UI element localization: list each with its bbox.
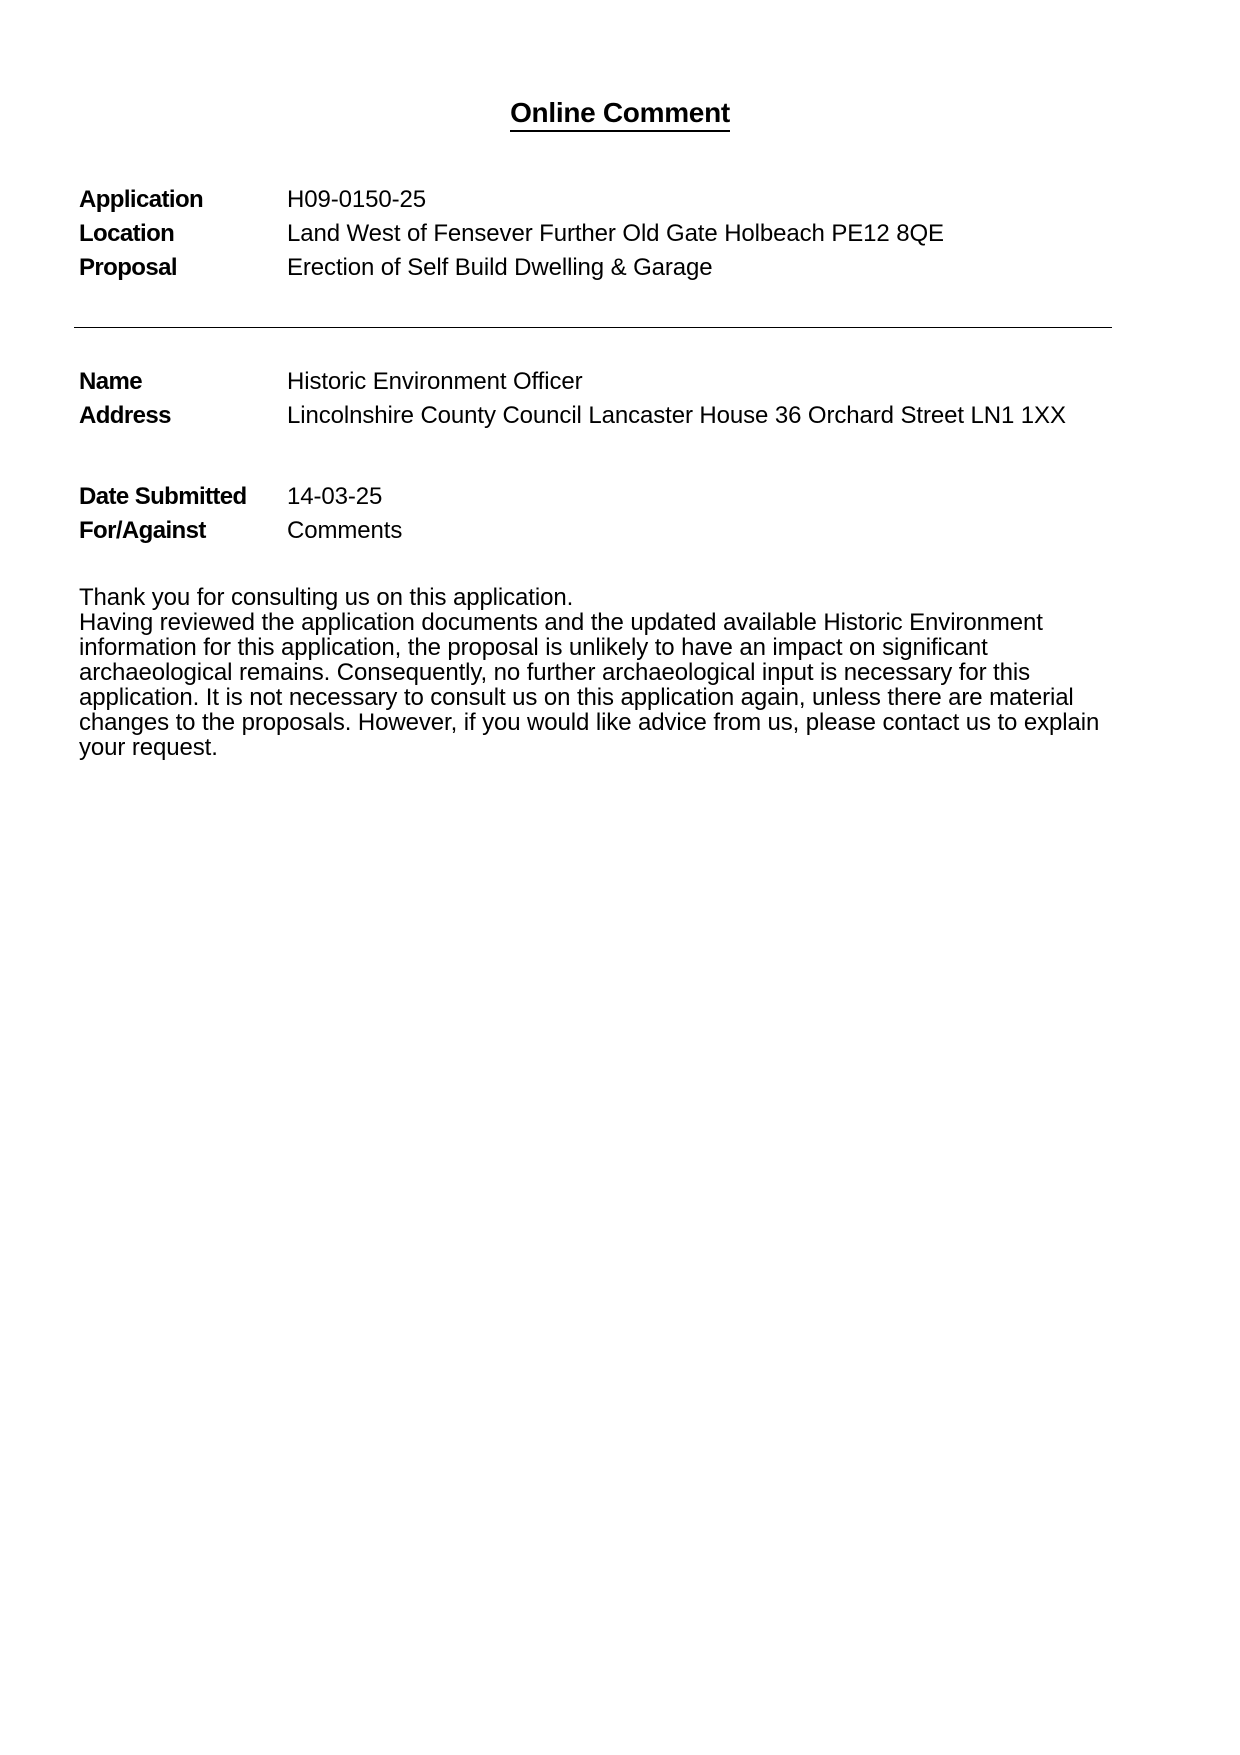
for-against-value: Comments xyxy=(287,517,403,544)
location-label: Location xyxy=(79,220,175,247)
section-divider xyxy=(74,327,1112,328)
submission-details xyxy=(79,480,1119,548)
proposal-value: Erection of Self Build Dwelling & Garage xyxy=(287,254,713,281)
address-label: Address xyxy=(79,402,171,429)
location-value: Land West of Fensever Further Old Gate Holbeach PE12 8QE xyxy=(287,220,944,247)
location-row xyxy=(79,217,1119,251)
application-row xyxy=(79,183,1119,217)
date-submitted-row xyxy=(79,480,1119,514)
application-label: Application xyxy=(79,186,204,213)
document-title xyxy=(0,96,1240,132)
name-label: Name xyxy=(79,368,142,395)
comment-intro: Thank you for consulting us on this application. xyxy=(79,584,574,611)
for-against-label: For/Against xyxy=(79,517,206,544)
proposal-row xyxy=(79,251,1119,285)
date-submitted-value: 14-03-25 xyxy=(287,483,383,510)
application-value: H09-0150-25 xyxy=(287,186,426,213)
proposal-label: Proposal xyxy=(79,254,177,281)
name-row xyxy=(79,365,1119,399)
date-submitted-label: Date Submitted xyxy=(79,483,247,510)
name-value: Historic Environment Officer xyxy=(287,368,583,395)
for-against-row xyxy=(79,514,1119,548)
comment-text xyxy=(79,585,1124,760)
comment-body: Having reviewed the application documents and the updated available Historic Environment information for this application, the proposal is unlikely to have an impact on significant archaeological remains. Consequently, no further archaeological input is necessary for this application. It is not necessary to consult us on this application again, unless there are material changes to the proposals. However, if you would like advice from us, please contact us to explain your request. xyxy=(79,609,1100,761)
address-value: Lincolnshire County Council Lancaster House 36 Orchard Street LN1 1XX xyxy=(287,402,1066,429)
commenter-details xyxy=(79,365,1119,433)
application-details xyxy=(79,183,1119,285)
document-title-text: Online Comment xyxy=(510,96,730,132)
address-row xyxy=(79,399,1119,433)
